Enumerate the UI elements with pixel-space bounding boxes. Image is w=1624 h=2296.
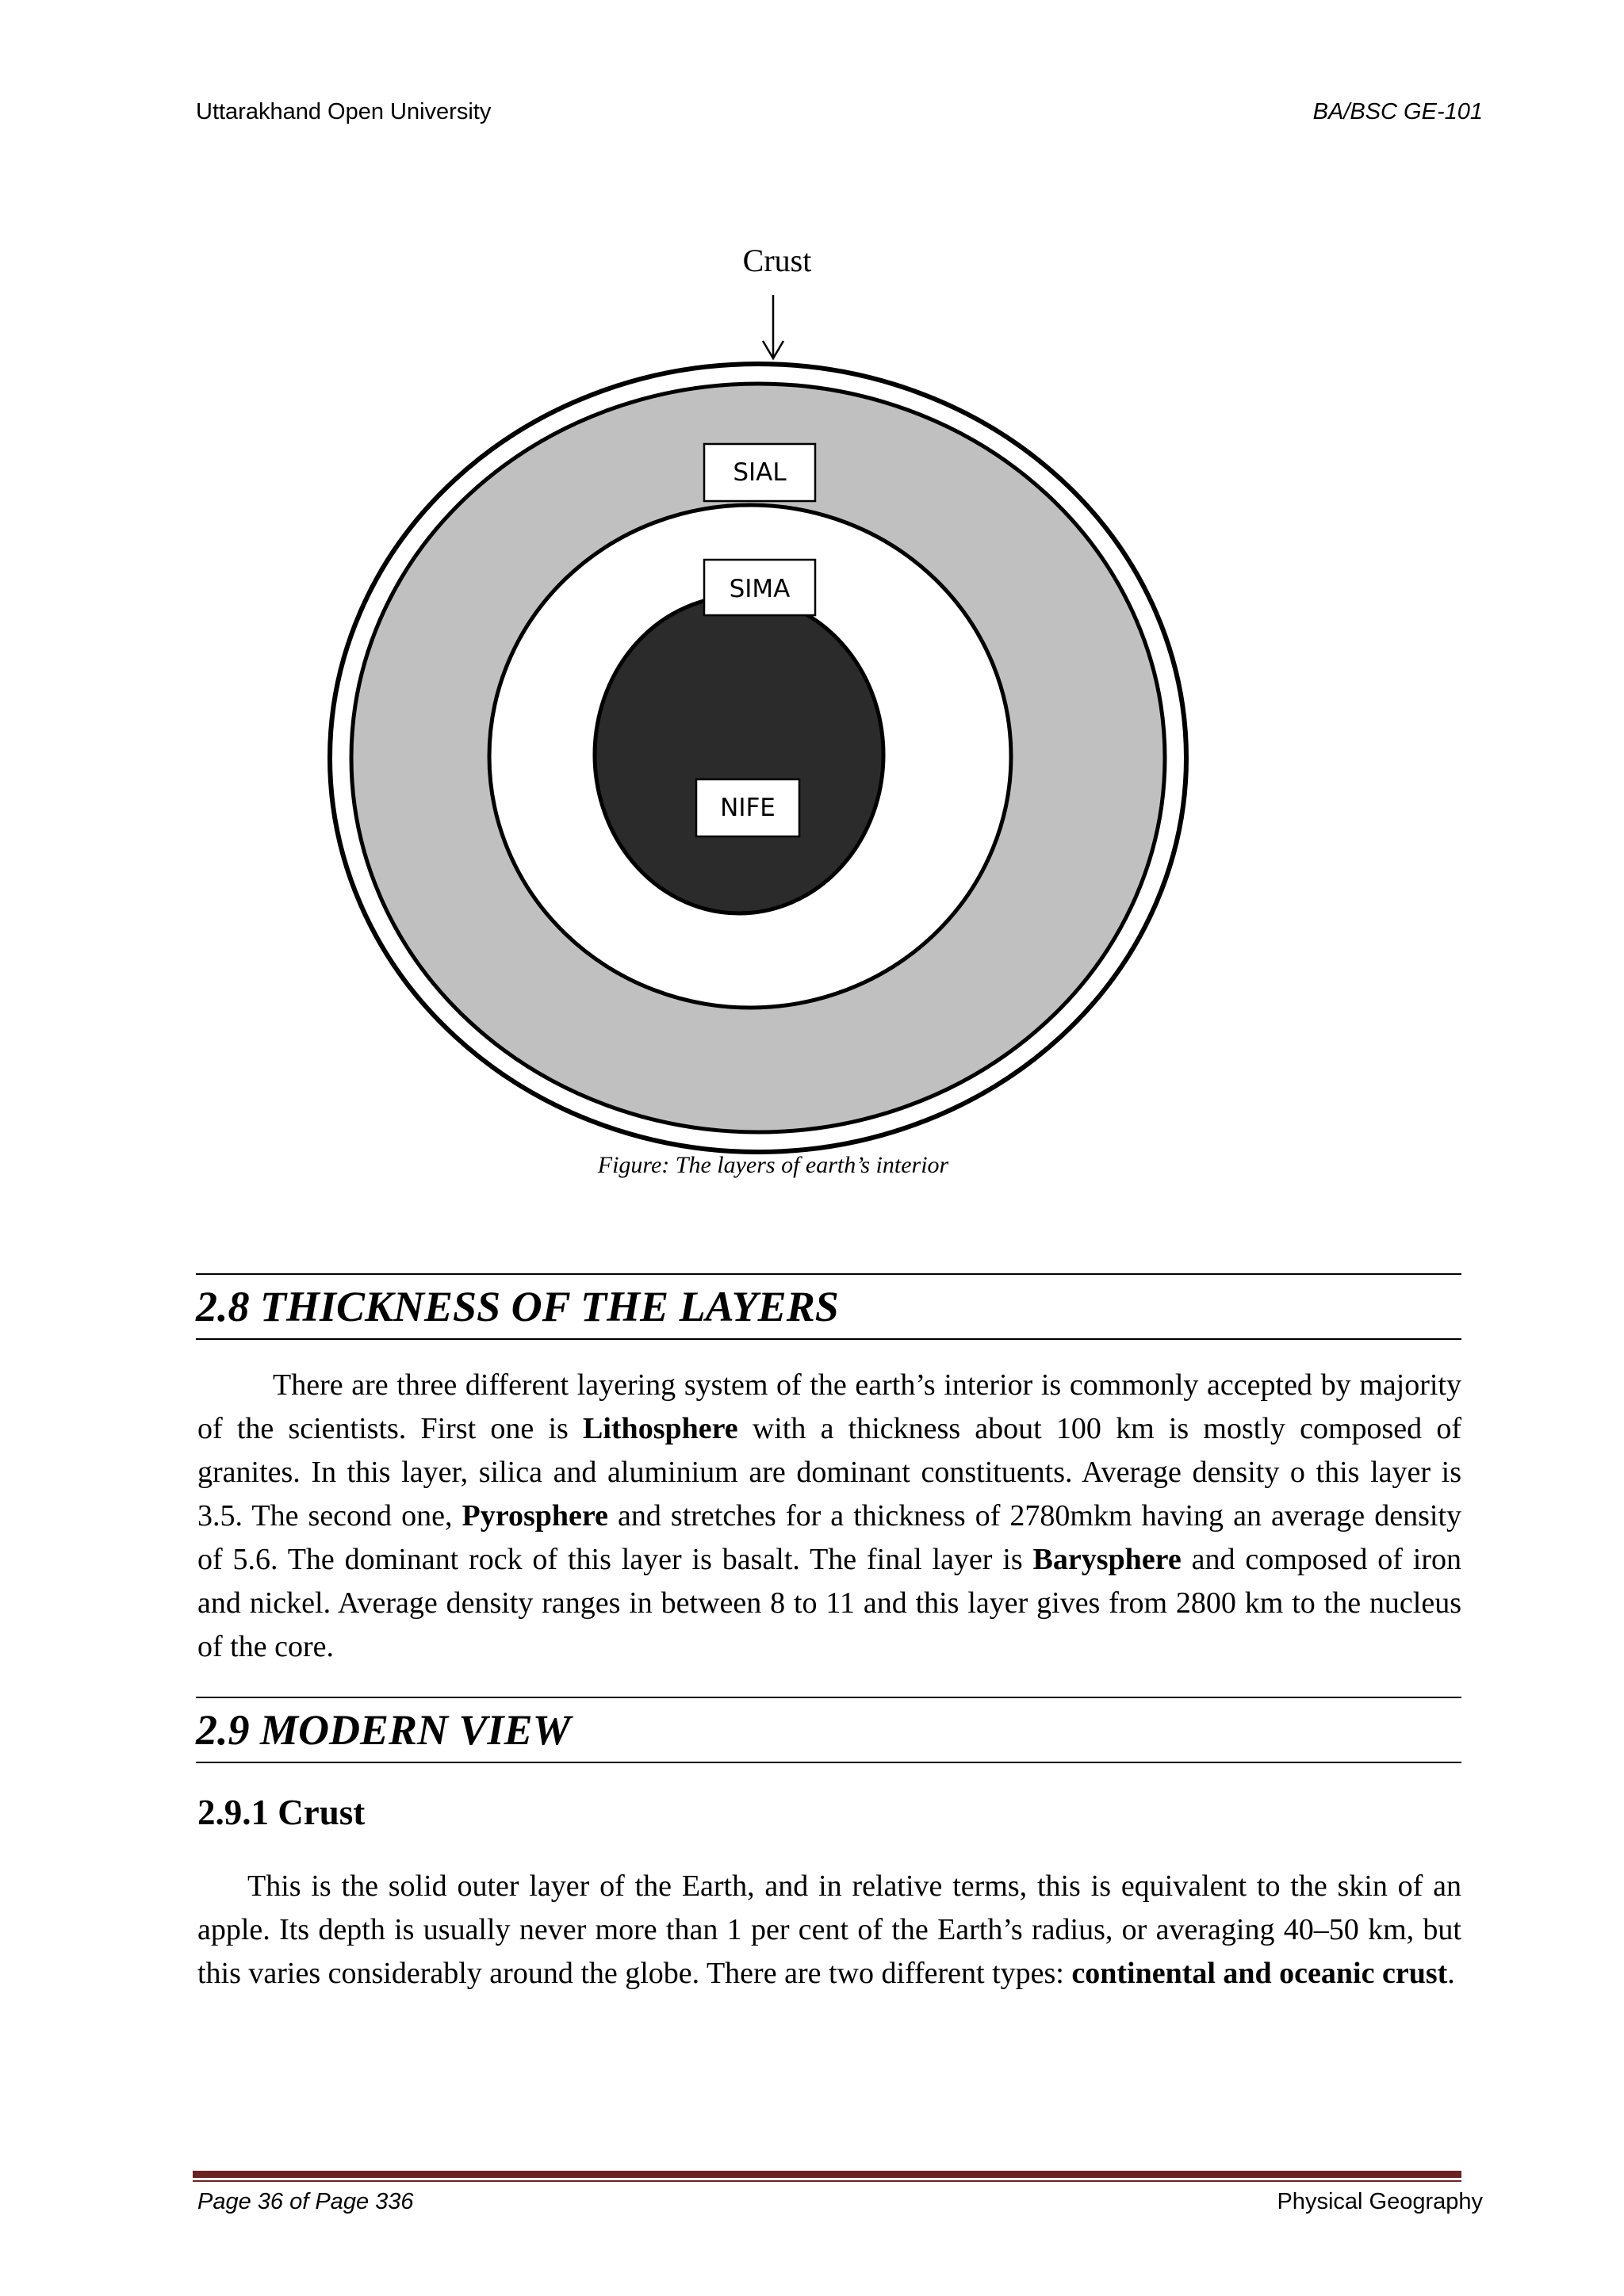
text-run: .	[1447, 1957, 1455, 1990]
footer-rule	[193, 2171, 1461, 2178]
term-crust-types: continental and oceanic crust	[1071, 1957, 1448, 1990]
text-run: There are three different layering system of the earth’s interior is commonly accepted by majority of the scientists. First one is	[197, 1368, 1461, 1445]
header-university: Uttarakhand Open University	[196, 99, 492, 124]
sima-label: SIMA	[729, 575, 791, 603]
footer-page-number: Page 36 of Page 336	[197, 2189, 414, 2214]
header-course-code: BA/BSC GE-101	[1312, 99, 1483, 124]
term-barysphere: Barysphere	[1032, 1543, 1182, 1576]
earth-layers-diagram	[0, 222, 1624, 1197]
paragraph-crust	[197, 1865, 1461, 1996]
text-run: with a thickness about 100 km is mostly composed of granites. In this layer, silica and aluminium are dominant constituents. Average density o this layer is 3.5. The second one,	[197, 1412, 1462, 1533]
crust-arrow-icon	[763, 295, 783, 358]
nife-core	[595, 596, 883, 913]
section-heading-modern-view: 2.9 MODERN VIEW	[196, 1697, 1461, 1763]
section-heading-thickness: 2.8 THICKNESS OF THE LAYERS	[196, 1273, 1461, 1340]
sial-label-box	[704, 444, 815, 501]
sial-label: SIAL	[733, 458, 787, 487]
figure-caption: Figure: The layers of earth’s interior	[597, 1152, 949, 1178]
subsection-heading-crust: 2.9.1 Crust	[197, 1793, 366, 1832]
text-run: and stretches for a thickness of 2780mkm having an average density of 5.6. The dominant rock of this layer is basalt. The final layer is	[197, 1499, 1461, 1576]
footer-rule-thin	[193, 2180, 1461, 2182]
sima-label-box	[704, 560, 815, 615]
term-lithosphere: Lithosphere	[583, 1412, 738, 1445]
nife-label-box	[696, 779, 799, 836]
term-pyrosphere: Pyrosphere	[462, 1499, 608, 1533]
text-run: This is the solid outer layer of the Earth, and in relative terms, this is equivalent to the skin of an apple. Its depth is usually never more than 1 per cent of the Earth’s radius, or averaging 40–50 km, but this varies considerably around the globe. There are two different types:	[197, 1869, 1461, 1990]
text-run: and composed of iron and nickel. Average density ranges in between 8 to 11 and this layer gives from 2800 km to the nucleus of the core.	[197, 1543, 1462, 1663]
crust-label: Crust	[742, 243, 812, 278]
footer-subject: Physical Geography	[1277, 2189, 1483, 2214]
nife-label: NIFE	[720, 794, 776, 822]
paragraph-thickness	[197, 1364, 1461, 1669]
